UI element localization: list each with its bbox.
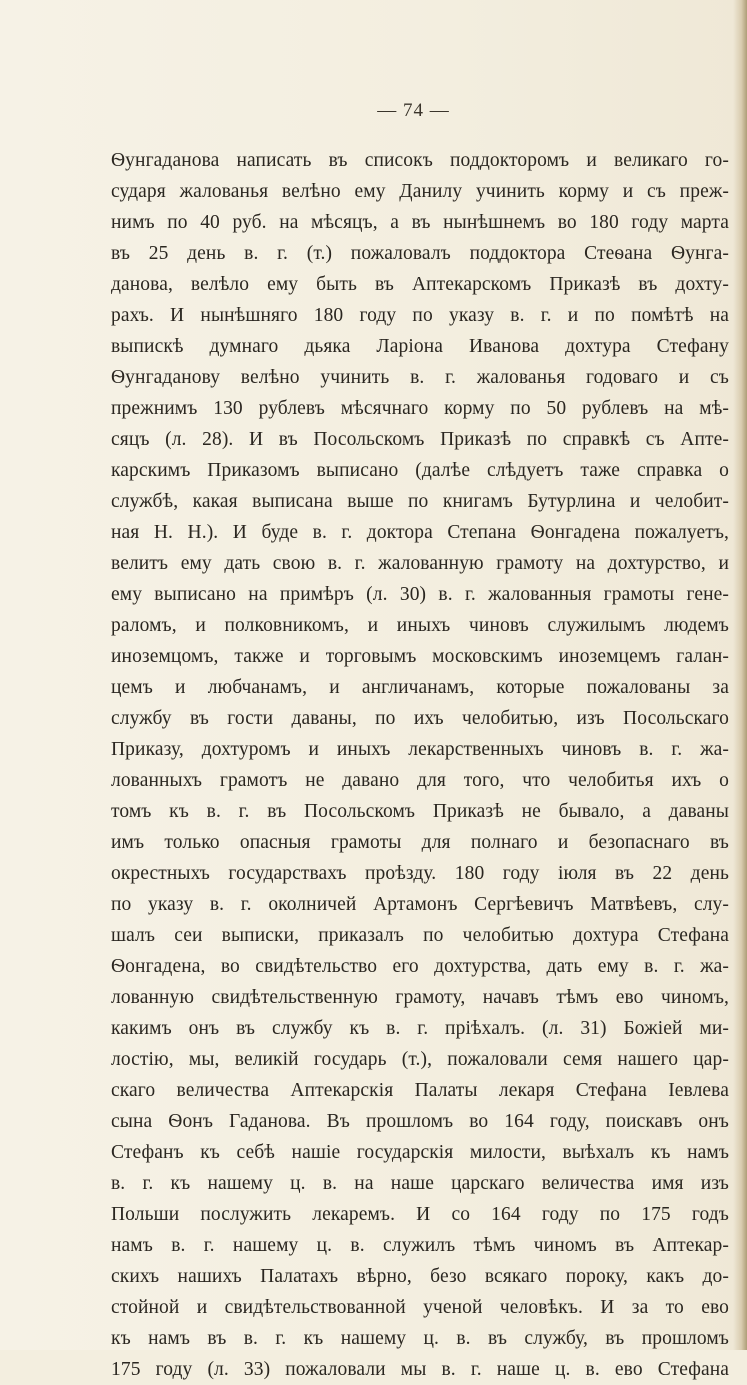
text-line: окрестныхъ государствахъ проѣзду. 180 году іюля въ 22 день (111, 863, 729, 884)
text-line: раломъ, и полковникомъ, и иныхъ чиновъ служилымъ людемъ (111, 615, 729, 636)
text-line: Приказу, дохтуромъ и иныхъ лекарственныхъ чиновъ в. г. жа- (111, 739, 729, 760)
text-line: лостію, мы, великій государь (т.), пожаловали семя нашего цар- (111, 1049, 729, 1070)
text-line: лованную свидѣтельственную грамоту, начавъ тѣмъ ево чиномъ, (111, 987, 729, 1008)
text-line: сударя жалованья велѣно ему Данилу учинить корму и съ преж- (111, 181, 729, 202)
text-line: Ѳонгадена, во свидѣтельство его дохтурства, дать ему в. г. жа- (111, 956, 729, 977)
text-line: сына Ѳонъ Гаданова. Въ прошломъ во 164 году, поискавъ онъ (111, 1111, 729, 1132)
text-line: Польши послужить лекаремъ. И со 164 году по 175 годъ (111, 1204, 729, 1225)
text-line: стойной и свидѣтельствованной ученой человѣкъ. И за то ево (111, 1297, 729, 1318)
text-line: цемъ и любчанамъ, и англичанамъ, которые пожалованы за (111, 677, 729, 698)
text-line: томъ къ в. г. въ Посольскомъ Приказѣ не бывало, а даваны (111, 801, 729, 822)
text-line: карскимъ Приказомъ выписано (далѣе слѣдуетъ таже справка о (111, 460, 729, 481)
text-line: по указу в. г. околничей Артамонъ Сергѣевичъ Матвѣевъ, слу- (111, 894, 729, 915)
text-line: Ѳунгаданова написать въ списокъ поддокторомъ и великаго го- (111, 150, 729, 171)
page-edge-shadow (733, 0, 747, 1350)
text-line: лованныхъ грамотъ не давано для того, что челобитья ихъ о (111, 770, 729, 791)
text-line: нимъ по 40 руб. на мѣсяцъ, а въ нынѣшнемъ во 180 году марта (111, 212, 729, 233)
text-line: имъ только опасныя грамоты для полнаго и безопаснаго въ (111, 832, 729, 853)
text-line: ная Н. Н.). И буде в. г. доктора Степана Ѳонгадена пожалуетъ, (111, 522, 729, 543)
text-line: намъ в. г. нашему ц. в. служилъ тѣмъ чиномъ въ Аптекар- (111, 1235, 729, 1256)
text-line: рахъ. И нынѣшняго 180 году по указу в. г. и по помѣтѣ на (111, 305, 729, 326)
text-line: данова, велѣло ему быть въ Аптекарскомъ Приказѣ въ дохту- (111, 274, 729, 295)
text-line: въ 25 день в. г. (т.) пожаловалъ поддоктора Стеѳана Ѳунга- (111, 243, 729, 264)
text-line: службѣ, какая выписана выше по книгамъ Бутурлина и челобит- (111, 491, 729, 512)
text-line: шалъ сеи выписки, приказалъ по челобитью дохтура Стефана (111, 925, 729, 946)
text-line: скаго величества Аптекарскія Палаты лекаря Стефана Іевлева (111, 1080, 729, 1101)
text-line: 175 году (л. 33) пожаловали мы в. г. наше ц. в. ево Стефана (111, 1359, 729, 1380)
text-line: Ѳунгаданову велѣно учинить в. г. жалованья годоваго и съ (111, 367, 729, 388)
text-line: в. г. къ нашему ц. в. на наше царскаго величества имя изъ (111, 1173, 729, 1194)
text-line: выпискѣ думнаго дьяка Ларіона Иванова дохтура Стефану (111, 336, 729, 357)
text-line: службу въ гости даваны, по ихъ челобитью, изъ Посольскаго (111, 708, 729, 729)
text-line: скихъ нашихъ Палатахъ вѣрно, безо всякаго пороку, какъ до- (111, 1266, 729, 1287)
text-line: Стефанъ къ себѣ нашіе государскія милости, выѣхалъ къ намъ (111, 1142, 729, 1163)
text-line: къ намъ въ в. г. къ нашему ц. в. въ службу, въ прошломъ (111, 1328, 729, 1349)
text-line: какимъ онъ въ службу къ в. г. пріѣхалъ. (л. 31) Божіей ми- (111, 1018, 729, 1039)
body-text (111, 145, 729, 1385)
text-line: велитъ ему дать свою в. г. жалованную грамоту на дохтурство, и (111, 553, 729, 574)
text-line: иноземцомъ, также и торговымъ московскимъ иноземцемъ галан- (111, 646, 729, 667)
text-line: ему выписано на примѣръ (л. 30) в. г. жалованныя грамоты гене- (111, 584, 729, 605)
text-line: сяцъ (л. 28). И въ Посольскомъ Приказѣ по справкѣ съ Апте- (111, 429, 729, 450)
text-line: прежнимъ 130 рублевъ мѣсячнаго корму по 50 рублевъ на мѣ- (111, 398, 729, 419)
page-number: — 74 — (377, 100, 450, 121)
